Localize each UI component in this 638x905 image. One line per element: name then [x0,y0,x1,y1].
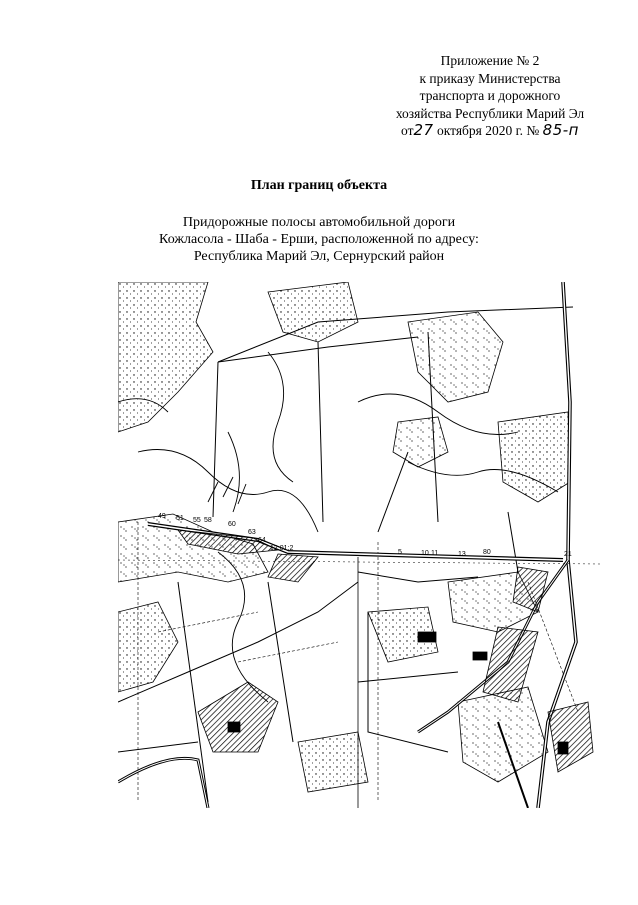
order-number-handwritten: 85-п [542,121,579,139]
boundary-map [118,282,600,808]
point-label-55: 55 [193,517,201,524]
point-label-49: 49 [158,513,166,520]
point-label-11: 11 [431,550,439,557]
appendix-line-3: транспорта и дорожного [419,88,561,103]
point-label-51: 51 [176,515,184,522]
point-label-63: 63 [248,529,256,536]
appendix-header [360,52,620,140]
point-label-21: 21 [564,551,572,558]
date-rest: октября 2020 г. № [436,123,540,138]
appendix-line-1: Приложение № 2 [440,53,540,68]
point-label-13: 13 [458,551,466,558]
date-day-handwritten: 27 [413,121,434,139]
subtitle-line-2: Кожласола - Шаба - Ерши, расположенной по адресу: [159,232,479,247]
point-label-64: 64 [258,537,266,544]
point-label-10: 10 [421,550,429,557]
date-prefix: от [401,123,414,138]
point-label-80: 80 [483,549,491,556]
cadastral-number-label: 12:01:2 [270,545,294,552]
subtitle-line-1: Придорожные полосы автомобильной дороги [182,215,456,230]
point-label-5: 5 [398,549,402,556]
appendix-date-line [360,122,620,140]
map-svg [118,282,600,808]
subtitle-line-3: Республика Марий Эл, Сернурский район [193,249,445,264]
document-title: План границ объекта [250,178,388,193]
appendix-line-4: хозяйства Республики Марий Эл [395,105,585,121]
point-label-60: 60 [228,521,236,528]
appendix-line-2: к приказу Министерства [419,70,561,86]
document-subtitle [0,214,638,265]
point-label-58: 58 [204,517,212,524]
